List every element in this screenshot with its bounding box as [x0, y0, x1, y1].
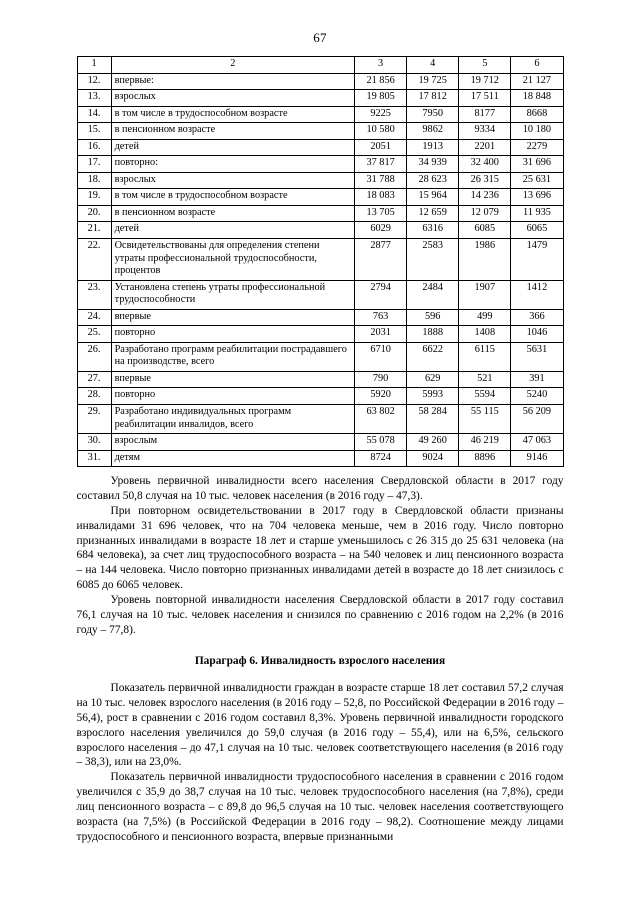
row-value-5: 8177 [459, 106, 511, 123]
table-row [77, 123, 563, 140]
row-label: взрослым [111, 434, 355, 451]
row-value-5: 1907 [459, 280, 511, 309]
row-label: взрослых [111, 90, 355, 107]
column-header-4: 4 [407, 57, 459, 74]
row-value-5: 12 079 [459, 205, 511, 222]
row-value-6: 25 631 [511, 172, 563, 189]
row-value-6: 1046 [511, 326, 563, 343]
row-label: детей [111, 222, 355, 239]
table-row [77, 156, 563, 173]
row-value-3: 55 078 [355, 434, 407, 451]
column-header-6: 6 [511, 57, 563, 74]
row-value-3: 2051 [355, 139, 407, 156]
page-number: 67 [313, 30, 327, 45]
row-value-5: 2201 [459, 139, 511, 156]
row-value-4: 12 659 [407, 205, 459, 222]
row-number: 21. [77, 222, 111, 239]
row-label: в пенсионном возрасте [111, 205, 355, 222]
row-value-6: 21 127 [511, 73, 563, 90]
paragraph-adult-disability-indicator: Показатель первичной инвалидности граждан в возрасте старше 18 лет составил 57,2 случая на 10 тыс. человек взрослого населения (в 2016 году – 52,8, по Российской Федерации в 2016 году – 56,4), рост в сравнении с 2016 годом составил 8,3%. Уровень первичной инвалидности городского взрослого населения увеличился до 59,0 случая (в 2016 году – 55,4), или на 6,5%, сельского взрослого населения – до 47,1 случая на 10 тыс. человек соответствующего населения (в 2016 году – 38,3), или на 23,0%. [76, 682, 564, 769]
row-value-4: 15 964 [407, 189, 459, 206]
table-row [77, 450, 563, 467]
row-value-6: 9146 [511, 450, 563, 467]
row-label: впервые [111, 371, 355, 388]
row-value-5: 521 [459, 371, 511, 388]
row-value-3: 21 856 [355, 73, 407, 90]
row-value-3: 2877 [355, 239, 407, 281]
row-value-4: 5993 [407, 388, 459, 405]
row-number: 12. [77, 73, 111, 90]
row-value-3: 6710 [355, 342, 407, 371]
section-heading: Параграф 6. Инвалидность взрослого населения [194, 655, 446, 668]
row-value-3: 13 705 [355, 205, 407, 222]
row-number: 16. [77, 139, 111, 156]
row-value-4: 2484 [407, 280, 459, 309]
document-body-section6 [77, 681, 564, 844]
row-label: впервые: [111, 73, 355, 90]
row-number: 23. [77, 280, 111, 309]
paragraph-primary-disability-level: Уровень первичной инвалидности всего населения Свердловской области в 2017 году составил 50,8 случая на 10 тыс. человек населения (в 2016 году – 47,3). [76, 475, 564, 503]
table-row [77, 309, 563, 326]
column-header-3: 3 [355, 57, 407, 74]
row-label: детей [111, 139, 355, 156]
row-label: детям [111, 450, 355, 467]
row-value-3: 63 802 [355, 405, 407, 434]
table-row [77, 205, 563, 222]
row-value-6: 10 180 [511, 123, 563, 140]
row-number: 17. [77, 156, 111, 173]
column-header-5: 5 [459, 57, 511, 74]
table-row [77, 280, 563, 309]
row-value-3: 790 [355, 371, 407, 388]
row-value-3: 5920 [355, 388, 407, 405]
row-value-4: 58 284 [407, 405, 459, 434]
row-label: взрослых [111, 172, 355, 189]
row-value-4: 629 [407, 371, 459, 388]
row-value-3: 2794 [355, 280, 407, 309]
row-value-5: 1986 [459, 239, 511, 281]
row-value-5: 5594 [459, 388, 511, 405]
row-number: 31. [77, 450, 111, 467]
row-value-3: 18 083 [355, 189, 407, 206]
row-number: 20. [77, 205, 111, 222]
row-value-4: 49 260 [407, 434, 459, 451]
row-value-3: 763 [355, 309, 407, 326]
row-value-3: 19 805 [355, 90, 407, 107]
row-value-4: 1913 [407, 139, 459, 156]
row-label: впервые [111, 309, 355, 326]
row-value-6: 8668 [511, 106, 563, 123]
table-row [77, 239, 563, 281]
row-label: повторно: [111, 156, 355, 173]
row-value-4: 2583 [407, 239, 459, 281]
row-value-4: 6622 [407, 342, 459, 371]
row-value-4: 9862 [407, 123, 459, 140]
row-number: 13. [77, 90, 111, 107]
table-row [77, 90, 563, 107]
row-value-6: 18 848 [511, 90, 563, 107]
row-value-3: 6029 [355, 222, 407, 239]
row-value-3: 31 788 [355, 172, 407, 189]
table-row [77, 139, 563, 156]
table-row [77, 405, 563, 434]
row-value-3: 8724 [355, 450, 407, 467]
column-header-1: 1 [77, 57, 111, 74]
row-label: повторно [111, 388, 355, 405]
row-value-6: 31 696 [511, 156, 563, 173]
row-value-5: 46 219 [459, 434, 511, 451]
row-number: 25. [77, 326, 111, 343]
row-label: Разработано программ реабилитации пострадавшего на производстве, всего [111, 342, 355, 371]
row-value-6: 5240 [511, 388, 563, 405]
row-label: Установлена степень утраты профессиональной трудоспособности [111, 280, 355, 309]
row-label: Освидетельствованы для определения степени утраты профессиональной трудоспособности, процентов [111, 239, 355, 281]
row-value-5: 55 115 [459, 405, 511, 434]
row-number: 28. [77, 388, 111, 405]
row-value-4: 596 [407, 309, 459, 326]
row-value-5: 14 236 [459, 189, 511, 206]
row-number: 19. [77, 189, 111, 206]
table-row [77, 73, 563, 90]
row-number: 26. [77, 342, 111, 371]
table-header-row [77, 57, 563, 74]
row-value-4: 19 725 [407, 73, 459, 90]
row-value-3: 10 580 [355, 123, 407, 140]
row-number: 22. [77, 239, 111, 281]
row-value-5: 19 712 [459, 73, 511, 90]
row-value-6: 47 063 [511, 434, 563, 451]
row-value-5: 6085 [459, 222, 511, 239]
row-value-4: 34 939 [407, 156, 459, 173]
row-value-6: 56 209 [511, 405, 563, 434]
row-value-5: 8896 [459, 450, 511, 467]
row-value-5: 9334 [459, 123, 511, 140]
row-value-6: 2279 [511, 139, 563, 156]
paragraph-repeat-disability-level: Уровень повторной инвалидности населения Свердловской области в 2017 году составил 76,1 случая на 10 тыс. человек населения и снизился по сравнению с 2016 годом на 2,2% (в 2016 году – 77,8). [76, 593, 564, 636]
row-value-6: 11 935 [511, 205, 563, 222]
row-label: в том числе в трудоспособном возрасте [111, 189, 355, 206]
table-row [77, 106, 563, 123]
row-number: 30. [77, 434, 111, 451]
disability-statistics-table [77, 56, 564, 467]
row-value-4: 1888 [407, 326, 459, 343]
row-value-5: 32 400 [459, 156, 511, 173]
table-row [77, 342, 563, 371]
row-value-5: 26 315 [459, 172, 511, 189]
table-header [77, 57, 563, 74]
table-row [77, 172, 563, 189]
row-number: 27. [77, 371, 111, 388]
row-value-6: 366 [511, 309, 563, 326]
table-row [77, 388, 563, 405]
document-body [77, 474, 564, 637]
paragraph-repeat-examination: При повторном освидетельствовании в 2017 году в Свердловской области признаны инвалидами 31 696 человек, что на 704 человека меньше, чем в 2016 году. Число повторно признанных инвалидами в возрасте 18 лет и старше уменьшилось с 26 315 до 25 631 человека (на 684 человека), за счет лиц трудоспособного возраста – на 540 человек и лиц пенсионного возраста – на 144 человека. Число повторно признанных инвалидами детей в возрасте до 18 лет снизилось с 6085 до 6065 человек. [76, 504, 564, 592]
row-value-4: 28 623 [407, 172, 459, 189]
row-value-6: 1412 [511, 280, 563, 309]
row-label: в том числе в трудоспособном возрасте [111, 106, 355, 123]
paragraph-working-age-disability-indicator: Показатель первичной инвалидности трудоспособного населения в сравнении с 2016 годом увеличился с 35,9 до 38,7 случая на 10 тыс. человек трудоспособного населения (на 7,8%), среди лиц пенсионного возраста – с 89,8 до 96,5 случая на 10 тыс. человек населения соответствующего возраста (на 7,5%) (в Российской Федерации в 2016 году – 98,2). Соотношение между лицами трудоспособного и пенсионного возраста, впервые признанными [76, 771, 564, 843]
table-row [77, 222, 563, 239]
row-number: 15. [77, 123, 111, 140]
table-body [77, 73, 563, 467]
row-value-4: 9024 [407, 450, 459, 467]
row-value-5: 17 511 [459, 90, 511, 107]
table-row [77, 326, 563, 343]
row-value-5: 6115 [459, 342, 511, 371]
row-number: 29. [77, 405, 111, 434]
row-number: 24. [77, 309, 111, 326]
table-row [77, 371, 563, 388]
row-value-6: 5631 [511, 342, 563, 371]
row-value-4: 6316 [407, 222, 459, 239]
row-value-6: 6065 [511, 222, 563, 239]
table-row [77, 434, 563, 451]
row-value-4: 7950 [407, 106, 459, 123]
row-value-3: 9225 [355, 106, 407, 123]
row-value-6: 1479 [511, 239, 563, 281]
row-label: в пенсионном возрасте [111, 123, 355, 140]
row-value-4: 17 812 [407, 90, 459, 107]
row-number: 14. [77, 106, 111, 123]
row-label: Разработано индивидуальных программ реабилитации инвалидов, всего [111, 405, 355, 434]
column-header-2: 2 [111, 57, 355, 74]
row-value-3: 37 817 [355, 156, 407, 173]
row-label: повторно [111, 326, 355, 343]
row-value-6: 391 [511, 371, 563, 388]
row-value-3: 2031 [355, 326, 407, 343]
row-value-5: 499 [459, 309, 511, 326]
row-value-5: 1408 [459, 326, 511, 343]
row-number: 18. [77, 172, 111, 189]
table-row [77, 189, 563, 206]
row-value-6: 13 696 [511, 189, 563, 206]
